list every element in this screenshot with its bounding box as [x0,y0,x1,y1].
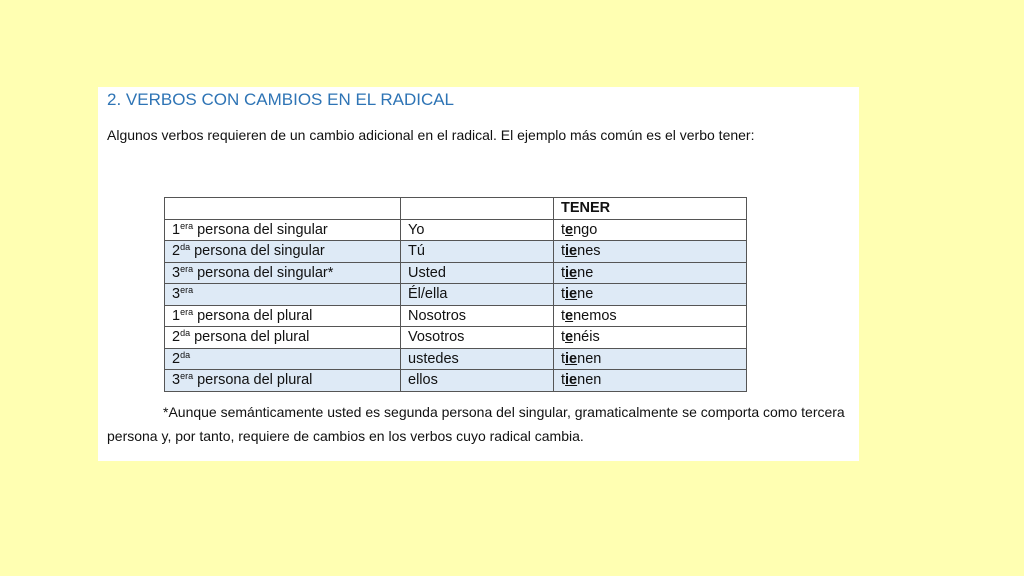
ordinal-suffix: era [180,371,194,382]
verb-form-stem-change: e [565,221,574,238]
intro-paragraph: Algunos verbos requieren de un cambio adicional en el radical. El ejemplo más común es el verbo tener: [107,127,755,143]
ordinal-suffix: era [180,285,194,296]
person-cell [165,348,401,370]
table-row [165,305,747,327]
verb-form-cell [554,370,747,392]
ordinal-suffix: era [180,220,194,231]
pronoun-cell: Vosotros [401,327,554,349]
person-cell [165,262,401,284]
verb-form-ending: néis [573,329,600,346]
verb-form-prefix: t [561,221,566,238]
verb-form-stem-change: ie [565,286,578,303]
person-number: 3 [172,372,181,389]
ordinal-suffix: era [180,306,194,317]
person-cell [165,370,401,392]
section-heading: 2. VERBOS CON CAMBIOS EN EL RADICAL [107,90,455,109]
person-number: 1 [172,221,181,238]
pronoun-cell: Usted [401,262,554,284]
verb-form-prefix: t [561,307,566,324]
verb-form-ending: nes [577,243,601,260]
verb-form-cell [554,241,747,263]
table-row [165,370,747,392]
verb-form-stem-change: e [565,307,574,324]
person-number: 3 [172,264,181,281]
person-cell [165,241,401,263]
verb-form-prefix: t [561,286,566,303]
verb-form-cell [554,348,747,370]
verb-form-cell [554,219,747,241]
verb-form-cell [554,305,747,327]
pronoun-cell: Tú [401,241,554,263]
person-cell [165,284,401,306]
conjugation-table [164,197,747,392]
table-header-row [165,198,747,220]
person-cell [165,219,401,241]
person-number: 1 [172,307,181,324]
person-label: persona del plural [193,307,313,324]
ordinal-suffix: da [180,242,191,253]
person-cell [165,305,401,327]
verb-form-cell [554,327,747,349]
header-cell-verb: TENER [554,198,747,220]
table-row [165,327,747,349]
verb-form-ending: nen [577,372,602,389]
person-cell [165,327,401,349]
document-page [98,87,859,461]
pronoun-cell: ellos [401,370,554,392]
pronoun-cell: Nosotros [401,305,554,327]
verb-form-prefix: t [561,372,566,389]
verb-form-ending: nen [577,350,602,367]
person-label: persona del plural [193,372,313,389]
verb-form-ending: ne [577,264,594,281]
person-number: 2 [172,329,181,346]
verb-form-stem-change: ie [565,350,578,367]
person-label: persona del singular* [193,264,334,281]
pronoun-cell: Yo [401,219,554,241]
verb-form-cell [554,284,747,306]
verb-form-prefix: t [561,329,566,346]
pronoun-cell: Él/ella [401,284,554,306]
ordinal-suffix: da [180,328,191,339]
verb-form-prefix: t [561,350,566,367]
person-number: 2 [172,350,181,367]
verb-form-cell [554,262,747,284]
person-number: 3 [172,286,181,303]
person-label: persona del plural [190,329,310,346]
header-cell-person [165,198,401,220]
person-label: persona del singular [193,221,328,238]
ordinal-suffix: era [180,263,194,274]
header-cell-pronoun [401,198,554,220]
verb-form-ending: ngo [573,221,598,238]
verb-form-ending: ne [577,286,594,303]
verb-form-prefix: t [561,243,566,260]
table-row [165,348,747,370]
verb-form-stem-change: ie [565,372,578,389]
verb-form-prefix: t [561,264,566,281]
table-row [165,241,747,263]
table-row [165,262,747,284]
pronoun-cell: ustedes [401,348,554,370]
table-row [165,284,747,306]
ordinal-suffix: da [180,349,191,360]
verb-form-ending: nemos [573,307,617,324]
verb-form-stem-change: e [565,329,574,346]
person-label: persona del singular [190,243,325,260]
table-row [165,219,747,241]
verb-form-stem-change: ie [565,243,578,260]
verb-form-stem-change: ie [565,264,578,281]
footnote: *Aunque semánticamente usted es segunda persona del singular, gramaticalmente se comporta como tercera persona y, por tanto, requiere de cambios en los verbos cuyo radical cambia. [107,404,845,444]
person-number: 2 [172,243,181,260]
